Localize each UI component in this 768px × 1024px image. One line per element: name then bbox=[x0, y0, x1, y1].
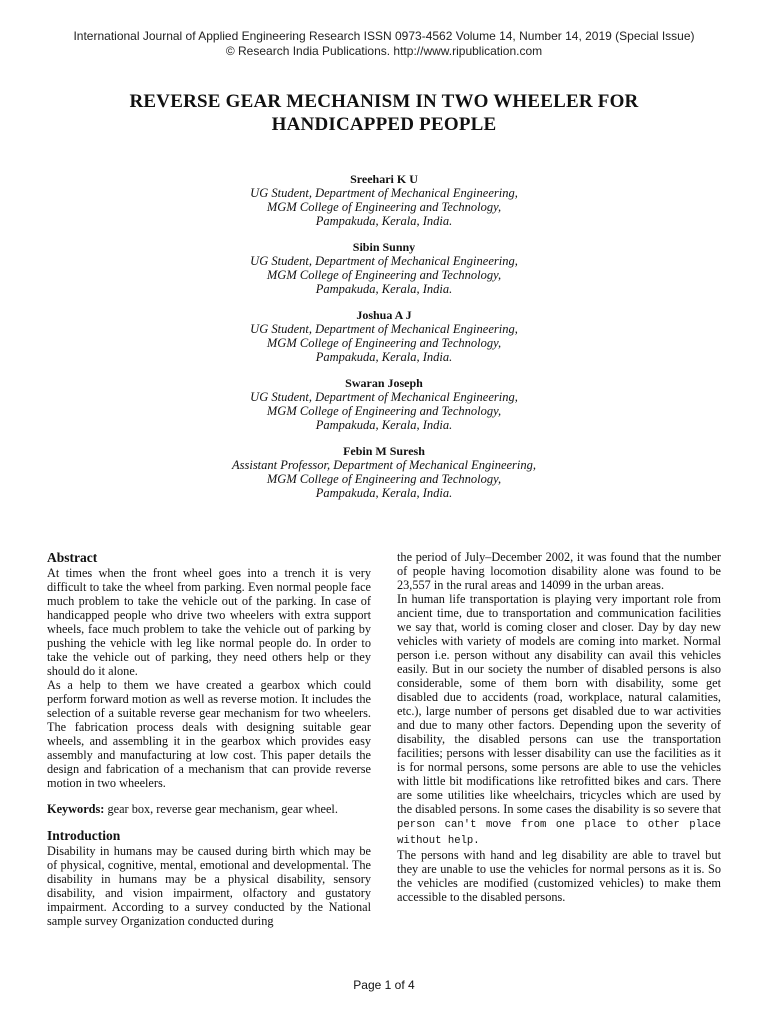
journal-header bbox=[0, 29, 768, 59]
author-affiliation-line: MGM College of Engineering and Technology, bbox=[266, 336, 502, 350]
paper-title bbox=[60, 90, 708, 136]
body-text-typewriter: person can't move from one place to other place without help. bbox=[397, 819, 721, 847]
author-block bbox=[0, 444, 768, 500]
keywords-text: gear box, reverse gear mechanism, gear wheel. bbox=[104, 802, 338, 816]
author-affiliation-line: MGM College of Engineering and Technology, bbox=[266, 472, 502, 486]
abstract-paragraph: As a help to them we have created a gearbox which could perform forward motion as well as reverse motion. It includes the selection of a suitable reverse gear mechanism for two wheelers. The fabrication process deals with designing suitable gear wheels, and assembling it in the gearbox which provides easy assembly and manufacturing at low cost. This paper details the design and fabrication of a mechanism that can provide reverse motion in two wheelers. bbox=[47, 678, 371, 790]
right-column bbox=[397, 550, 721, 904]
page-number: Page 1 of 4 bbox=[353, 978, 415, 992]
author-block bbox=[0, 172, 768, 228]
author-affiliation-line: MGM College of Engineering and Technology, bbox=[266, 200, 502, 214]
author-block bbox=[0, 308, 768, 364]
author-list bbox=[0, 172, 768, 512]
author-affiliation-line: UG Student, Department of Mechanical Engineering, bbox=[250, 322, 518, 336]
abstract-heading: Abstract bbox=[47, 550, 98, 565]
author-name: Joshua A J bbox=[356, 308, 412, 322]
body-paragraph bbox=[397, 592, 721, 848]
author-affiliation-line: Pampakuda, Kerala, India. bbox=[315, 214, 453, 228]
keywords-label: Keywords: bbox=[47, 802, 105, 816]
introduction-paragraph: Disability in humans may be caused during birth which may be of physical, cognitive, mental, emotional and developmental. The disability in humans may be a physical disability, sensory disability, and vision impairment, olfactory and gustatory impairment. According to a survey conducted by the National sample survey Organization conducted during bbox=[47, 844, 371, 928]
introduction-heading: Introduction bbox=[47, 828, 121, 843]
paper-title-line2: HANDICAPPED PEOPLE bbox=[271, 114, 497, 135]
author-name: Febin M Suresh bbox=[343, 444, 425, 458]
paper-title-line1: REVERSE GEAR MECHANISM IN TWO WHEELER FOR bbox=[129, 91, 639, 112]
journal-header-line1: International Journal of Applied Engineering Research ISSN 0973-4562 Volume 14, Number 14, 2019 (Special Issue) bbox=[73, 29, 695, 43]
author-block bbox=[0, 240, 768, 296]
author-affiliation-line: UG Student, Department of Mechanical Engineering, bbox=[250, 186, 518, 200]
author-affiliation-line: Pampakuda, Kerala, India. bbox=[315, 282, 453, 296]
author-name: Sibin Sunny bbox=[352, 240, 416, 254]
author-name: Swaran Joseph bbox=[345, 376, 423, 390]
author-name: Sreehari K U bbox=[350, 172, 418, 186]
body-paragraph: the period of July–December 2002, it was found that the number of people having locomotion disability alone was found to be 23,557 in the rural areas and 14099 in the urban areas. bbox=[397, 550, 721, 592]
author-block bbox=[0, 376, 768, 432]
author-affiliation-line: MGM College of Engineering and Technology, bbox=[266, 404, 502, 418]
author-affiliation-line: Assistant Professor, Department of Mechanical Engineering, bbox=[231, 458, 537, 472]
body-text: In human life transportation is playing very important role from ancient time, due to transportation and communication facilities we say that, world is coming closer and closer. Day by day new vehicles with variety of models are coming into market. Normal person i.e. person without any disability can avail this vehicles easily. But in our society the number of disabled persons is also considerable, some of them born with disability, some get disabled due to accidents (road, workplace, natural calamities, etc.), large number of persons get disabled due to war activities and due to many other factors. Depending upon the severity of disability, the disabled persons can use the transportation facilities; persons with lesser disability can use the facilities as it is for normal persons, some persons are able to use the vehicles with little bit modifications like retrofitted bikes and cars. There are some utilities like wheelchairs, tricycles which are used by the disabled persons. In some cases the disability is so severe that bbox=[397, 592, 721, 816]
abstract-paragraph: At times when the front wheel goes into a trench it is very difficult to take the wheel from parking. Even normal people face much problem to take the vehicle out of the parking. In case of handicapped people who drive two wheelers with extra support wheels, face much problem to take the vehicle out of parking by pushing the vehicle with leg like normal people do. In order to take the vehicle out of parking, they need others help or they should do it alone. bbox=[47, 566, 371, 678]
keywords-line bbox=[47, 802, 371, 816]
author-affiliation-line: UG Student, Department of Mechanical Engineering, bbox=[250, 390, 518, 404]
author-affiliation-line: Pampakuda, Kerala, India. bbox=[315, 486, 453, 500]
body-paragraph: The persons with hand and leg disability are able to travel but they are unable to use the vehicles for normal persons as it is. So the vehicles are modified (customized vehicles) to make them accessible to the disabled persons. bbox=[397, 848, 721, 904]
author-affiliation-line: MGM College of Engineering and Technology, bbox=[266, 268, 502, 282]
author-affiliation-line: Pampakuda, Kerala, India. bbox=[315, 350, 453, 364]
author-affiliation-line: UG Student, Department of Mechanical Engineering, bbox=[250, 254, 518, 268]
author-affiliation-line: Pampakuda, Kerala, India. bbox=[315, 418, 453, 432]
journal-header-line2: © Research India Publications. http://www.ripublication.com bbox=[225, 44, 543, 58]
left-column bbox=[47, 550, 371, 928]
